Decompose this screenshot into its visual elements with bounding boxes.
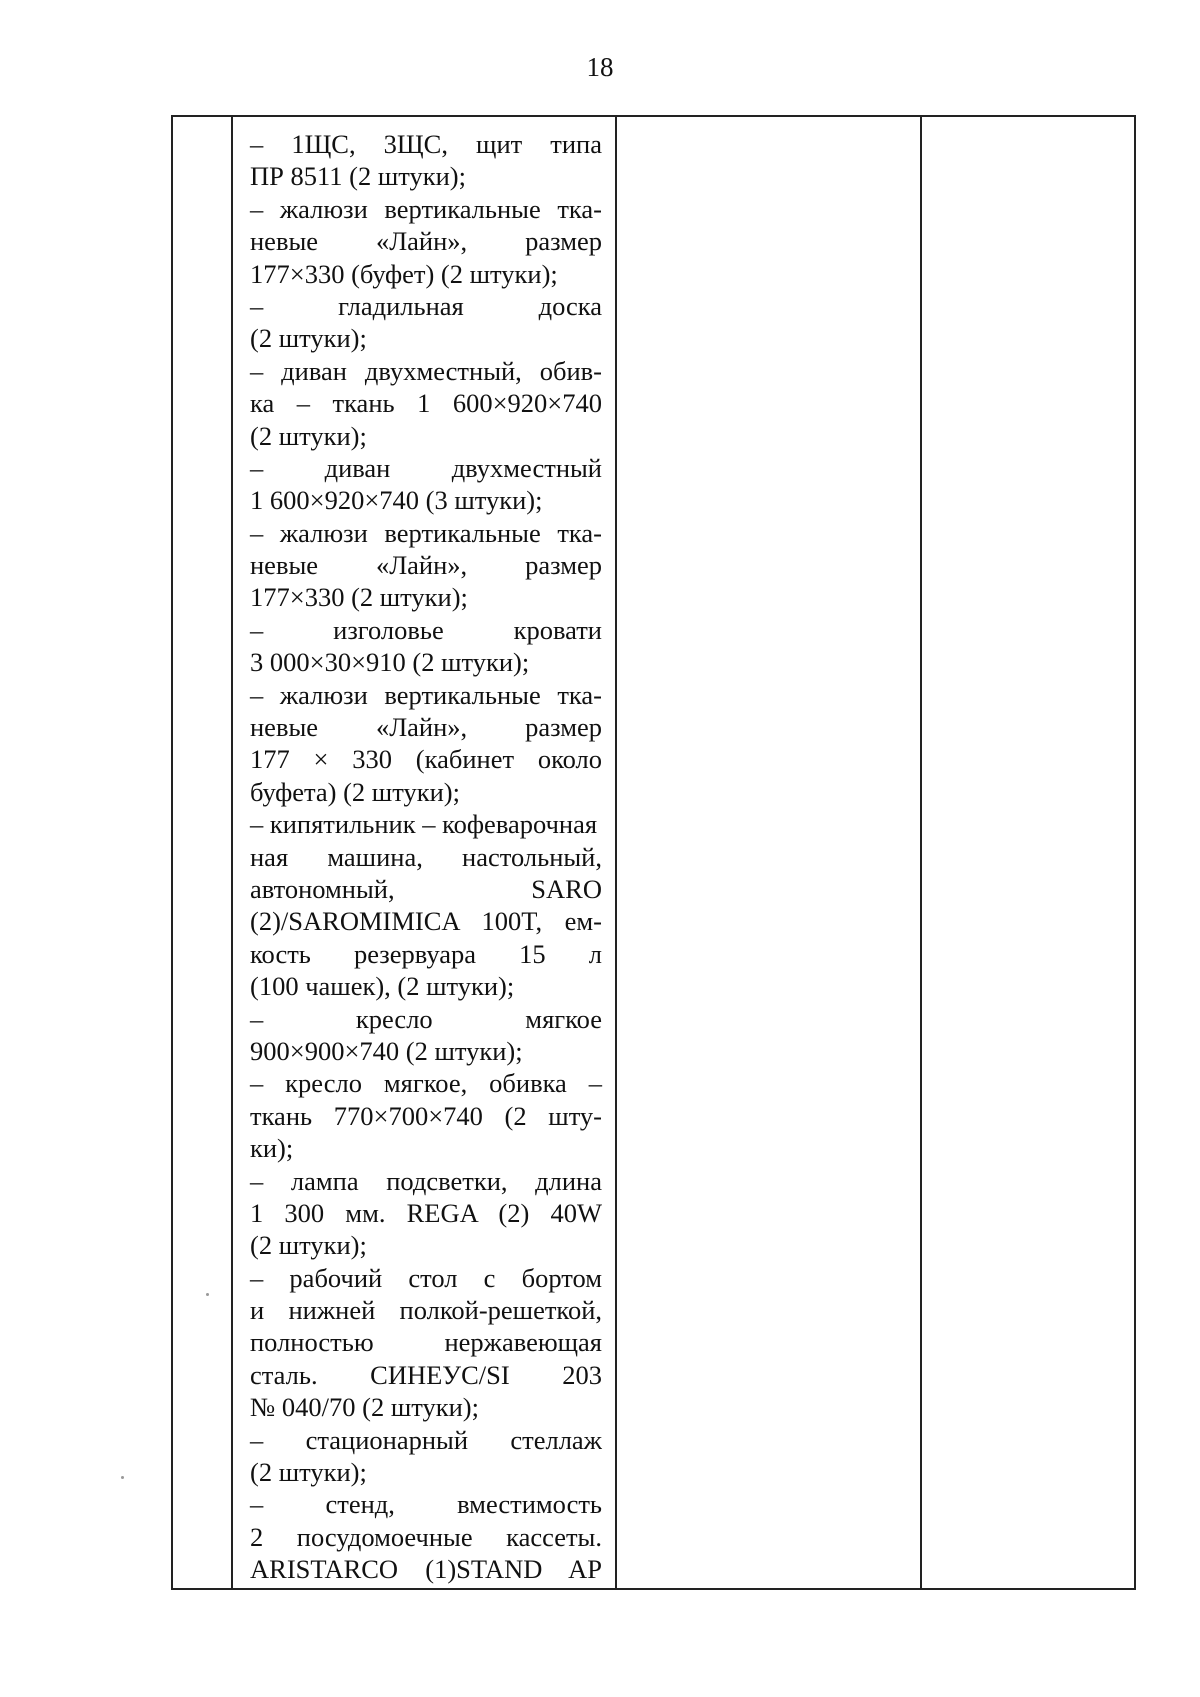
column-divider-2 bbox=[615, 115, 617, 1590]
scan-speck bbox=[206, 1293, 209, 1296]
text-line: – кресло мягкое bbox=[250, 1003, 602, 1034]
text-line: невые «Лайн», размер bbox=[250, 712, 602, 743]
text-line: 1 600×920×740 (3 штуки); bbox=[250, 485, 543, 516]
text-line: – жалюзи вертикальные тка- bbox=[250, 679, 602, 710]
text-line: 177×330 (буфет) (2 штуки); bbox=[250, 258, 558, 289]
column-divider-1 bbox=[231, 115, 233, 1590]
text-line: полностью нержавеющая bbox=[250, 1327, 602, 1358]
text-line: (2 штуки); bbox=[250, 1230, 367, 1261]
text-line: 1 300 мм. REGA (2) 40W bbox=[250, 1197, 602, 1228]
text-line: невые «Лайн», размер bbox=[250, 550, 602, 581]
text-line: – лампа подсветки, длина bbox=[250, 1165, 602, 1196]
text-line: 900×900×740 (2 штуки); bbox=[250, 1035, 523, 1066]
text-line: ная машина, настольный, bbox=[250, 841, 602, 872]
text-line: автономный, SARO bbox=[250, 873, 602, 904]
text-line: буфета) (2 штуки); bbox=[250, 776, 460, 807]
text-line: сталь. СИНЕУС/SI 203 bbox=[250, 1359, 602, 1390]
text-line: – кресло мягкое, обивка – bbox=[250, 1068, 602, 1099]
page-number: 18 bbox=[586, 52, 614, 82]
text-line: (2 штуки); bbox=[250, 323, 367, 354]
text-line: – кипятильник – кофеварочная bbox=[250, 809, 598, 840]
text-line: кость резервуара 15 л bbox=[250, 938, 602, 969]
text-line: ARISTARCO (1)STAND AP bbox=[250, 1554, 602, 1585]
equipment-list-cell bbox=[250, 128, 602, 1586]
text-line: 3 000×30×910 (2 штуки); bbox=[250, 647, 530, 678]
text-line: ка – ткань 1 600×920×740 bbox=[250, 388, 602, 419]
scan-speck bbox=[121, 1476, 124, 1479]
text-line: 177×330 (2 штуки); bbox=[250, 582, 468, 613]
text-line: ПР 8511 (2 штуки); bbox=[250, 161, 466, 192]
text-line: ткань 770×700×740 (2 шту- bbox=[250, 1100, 602, 1131]
text-line: – жалюзи вертикальные тка- bbox=[250, 517, 602, 548]
text-line: – стенд, вместимость bbox=[250, 1489, 602, 1520]
text-line: № 040/70 (2 штуки); bbox=[250, 1392, 479, 1423]
text-line: – жалюзи вертикальные тка- bbox=[250, 193, 602, 224]
text-line: (2)/SAROMIMICA 100T, ем- bbox=[250, 906, 602, 937]
text-line: – рабочий стол с бортом bbox=[250, 1262, 602, 1293]
text-line: – диван двухместный bbox=[250, 452, 602, 483]
text-line: (2 штуки); bbox=[250, 420, 367, 451]
text-line: (100 чашек), (2 штуки); bbox=[250, 971, 515, 1002]
text-line: 177 × 330 (кабинет около bbox=[250, 744, 602, 775]
text-line: (2 штуки); bbox=[250, 1457, 367, 1488]
text-line: – 1ЩС, 3ЩС, щит типа bbox=[250, 129, 602, 159]
text-line: 2 посудомоечные кассеты. bbox=[250, 1521, 602, 1552]
column-divider-3 bbox=[920, 115, 922, 1590]
text-line: и нижней полкой-решеткой, bbox=[250, 1295, 602, 1326]
text-line: невые «Лайн», размер bbox=[250, 226, 602, 257]
text-line: – стационарный стеллаж bbox=[250, 1424, 602, 1455]
text-line: – диван двухместный, обив- bbox=[250, 355, 602, 386]
text-line: ки); bbox=[250, 1133, 294, 1164]
text-line: – гладильная доска bbox=[250, 290, 602, 321]
text-line: – изголовье кровати bbox=[250, 614, 602, 645]
